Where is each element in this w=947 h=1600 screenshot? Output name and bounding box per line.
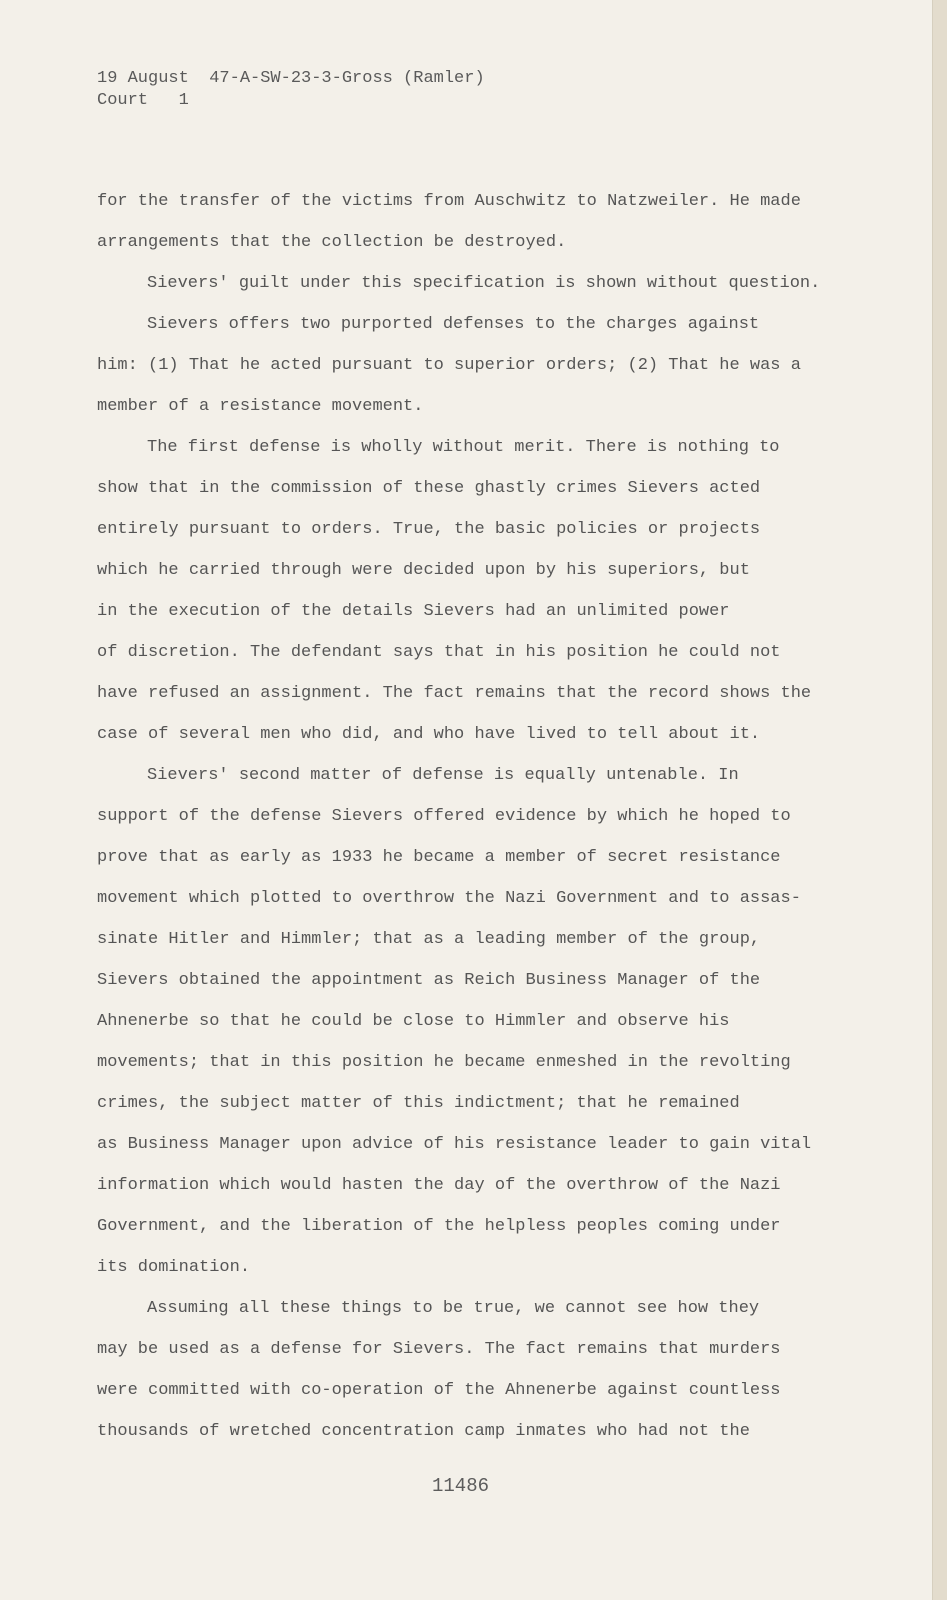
body-line: Sievers offers two purported defenses to the charges against (147, 315, 760, 334)
body-line: Sievers' second matter of defense is equally untenable. In (147, 766, 739, 785)
body-line: of discretion. The defendant says that in his position he could not (97, 643, 781, 662)
body-line: Sievers obtained the appointment as Reich Business Manager of the (97, 971, 761, 990)
body-line: Ahnenerbe so that he could be close to Himmler and observe his (97, 1012, 730, 1031)
body-line: Assuming all these things to be true, we cannot see how they (147, 1299, 760, 1318)
body-line: arrangements that the collection be destroyed. (97, 233, 567, 252)
body-line: case of several men who did, and who have lived to tell about it. (97, 725, 761, 744)
document-header (97, 68, 485, 112)
body-line: prove that as early as 1933 he became a member of secret resistance (97, 848, 781, 867)
page-number: 11486 (432, 1475, 490, 1497)
body-line: Government, and the liberation of the helpless peoples coming under (97, 1217, 781, 1236)
body-line: its domination. (97, 1258, 251, 1277)
body-line: for the transfer of the victims from Auschwitz to Natzweiler. He made (97, 192, 801, 211)
body-line: movements; that in this position he became enmeshed in the revolting (97, 1053, 791, 1072)
page-edge (932, 0, 947, 1600)
body-line: movement which plotted to overthrow the Nazi Government and to assas- (97, 889, 801, 908)
body-line: may be used as a defense for Sievers. The fact remains that murders (97, 1340, 781, 1359)
body-line: him: (1) That he acted pursuant to superior orders; (2) That he was a (97, 356, 801, 375)
body-line: Sievers' guilt under this specification is shown without question. (147, 274, 821, 293)
header-case-line: 19 August 47-A-SW-23-3-Gross (Ramler) (97, 69, 485, 88)
body-line: information which would hasten the day of the overthrow of the Nazi (97, 1176, 781, 1195)
body-line: in the execution of the details Sievers had an unlimited power (97, 602, 730, 621)
body-line: entirely pursuant to orders. True, the basic policies or projects (97, 520, 761, 539)
body-line: as Business Manager upon advice of his resistance leader to gain vital (97, 1135, 812, 1154)
body-line: which he carried through were decided upon by his superiors, but (97, 561, 750, 580)
header-court-line: Court 1 (97, 91, 189, 110)
body-line: crimes, the subject matter of this indictment; that he remained (97, 1094, 740, 1113)
body-line: were committed with co-operation of the Ahnenerbe against countless (97, 1381, 781, 1400)
body-line: have refused an assignment. The fact remains that the record shows the (97, 684, 812, 703)
body-line: show that in the commission of these ghastly crimes Sievers acted (97, 479, 761, 498)
body-line: thousands of wretched concentration camp inmates who had not the (97, 1422, 750, 1441)
body-line: member of a resistance movement. (97, 397, 424, 416)
body-line: sinate Hitler and Himmler; that as a leading member of the group, (97, 930, 761, 949)
body-line: support of the defense Sievers offered evidence by which he hoped to (97, 807, 791, 826)
body-line: The first defense is wholly without merit. There is nothing to (147, 438, 780, 457)
